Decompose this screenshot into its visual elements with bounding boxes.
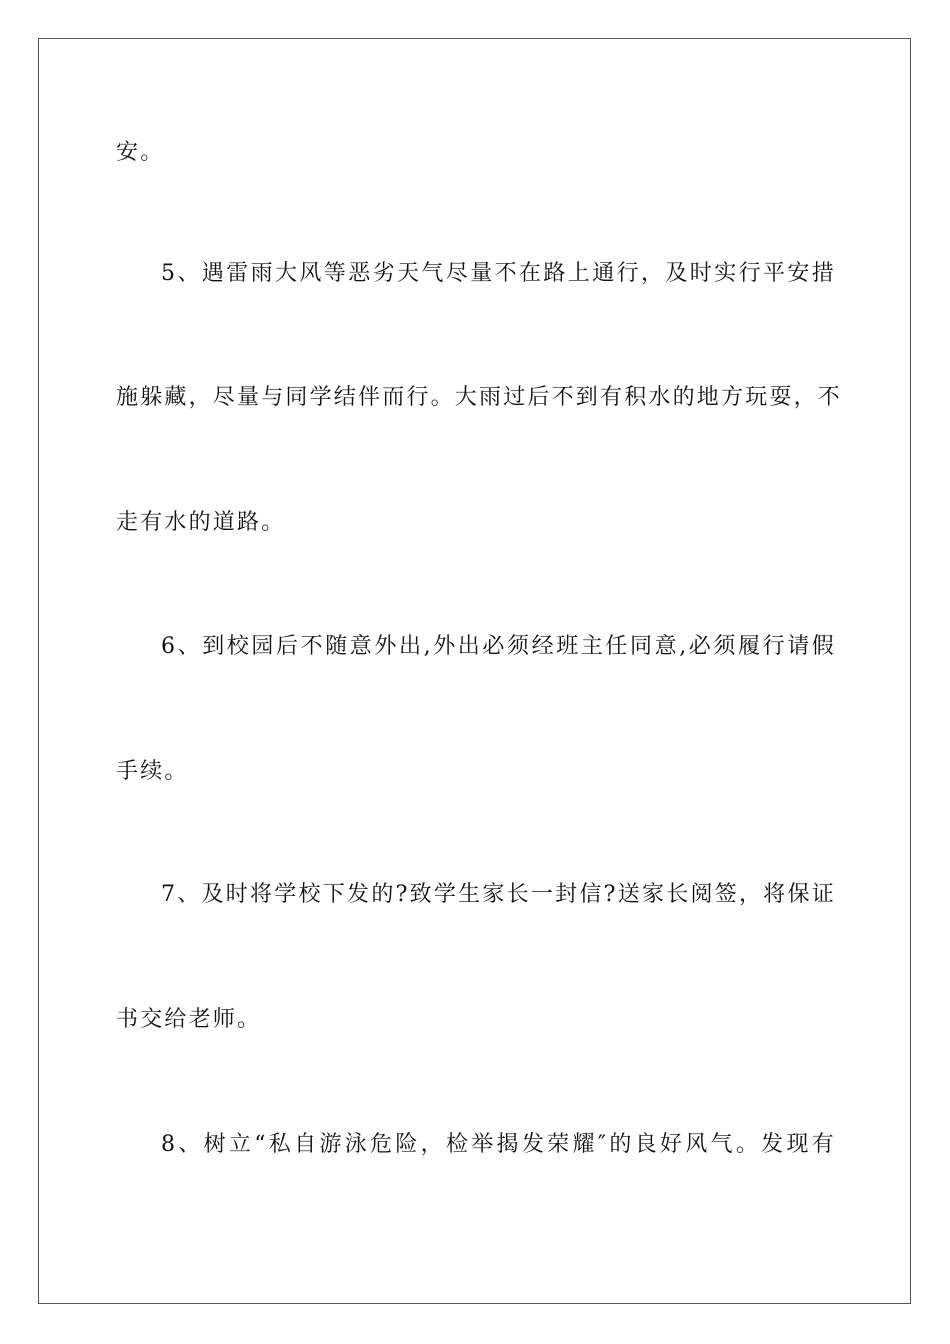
paragraph-item-5-line-1: 5、遇雷雨大风等恶劣天气尽量不在路上通行，及时实行平安措 xyxy=(161,261,836,286)
paragraph-item-7-line-1: 7、及时将学校下发的?致学生家长一封信?送家长阅签，将保证 xyxy=(161,882,836,907)
paragraph-item-7-line-2: 书交给老师。 xyxy=(116,1007,262,1032)
paragraph-item-8-line-1: 8、树立“私自游泳危险，检举揭发荣耀″的良好风气。发现有 xyxy=(161,1132,836,1157)
paragraph-item-5-line-2: 施躲藏，尽量与同学结伴而行。大雨过后不到有积水的地方玩耍，不 xyxy=(116,385,843,410)
page-border xyxy=(38,38,911,1304)
paragraph-item-6-line-1: 6、到校园后不随意外出,外出必须经班主任同意,必须履行请假 xyxy=(161,634,836,659)
paragraph-item-5-line-3: 走有水的道路。 xyxy=(116,510,286,535)
paragraph-item-6-line-2: 手续。 xyxy=(116,759,189,784)
text-line: 安。 xyxy=(116,140,165,165)
